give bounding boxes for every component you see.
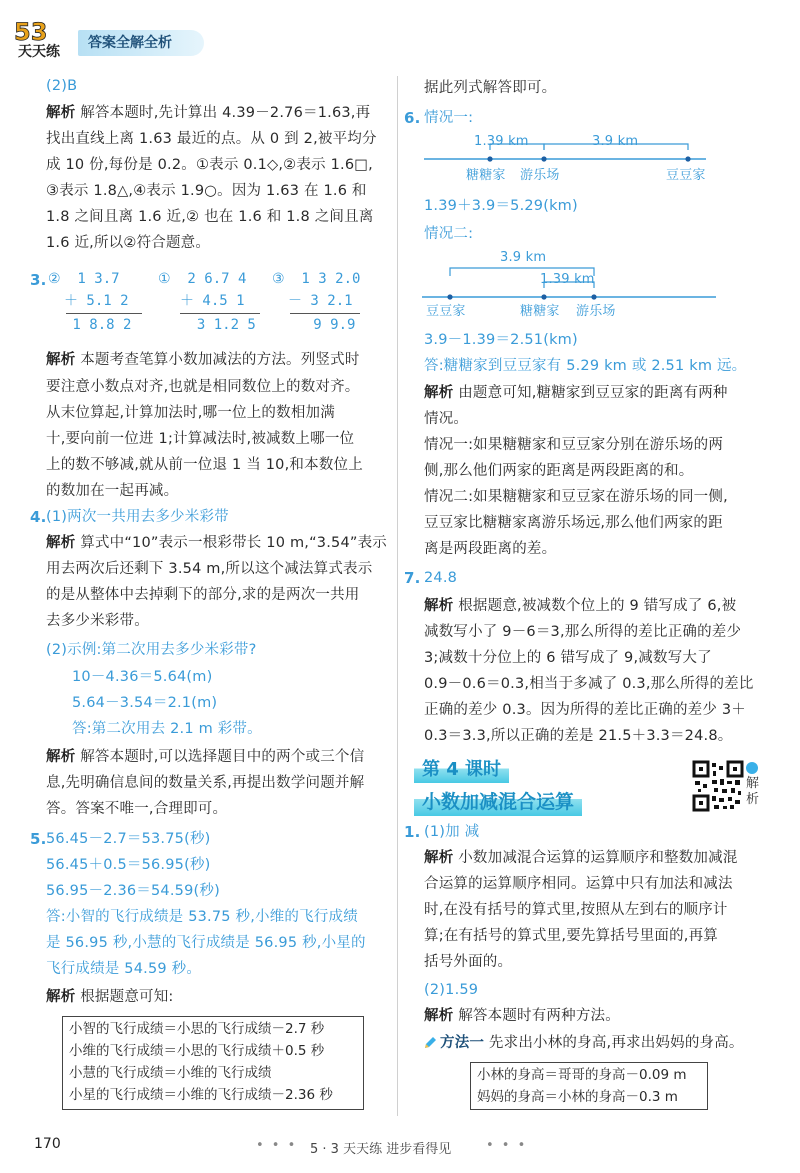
segment-label: 3.9 km (500, 250, 547, 265)
relation-line: 小林的身高＝哥哥的身高－0.09 m (477, 1067, 687, 1083)
q4-2-line: 10－4.36＝5.64(m) (72, 669, 213, 685)
vertical-calc-2-operand: ＋ 4.5 1 (180, 293, 245, 309)
header-title: 答案全解全析 (78, 30, 204, 56)
point-doudou (685, 156, 690, 161)
jiexi-label: 解析 (46, 105, 76, 121)
method-label: 方法一 (440, 1035, 485, 1051)
q4-explanation-line: 算式中“10”表示一根彩带长 10 m,“3.54”表示 (80, 535, 388, 551)
jiexi-label: 解析 (46, 352, 76, 368)
q2-explanation-line: 解答本题时,先计算出 4.39－2.76＝1.63,再 (80, 105, 371, 121)
q3-explanation-line: 要注意小数点对齐,也就是相同数位上的数对齐。 (46, 379, 360, 395)
relation-line: 小慧的飞行成绩＝小维的飞行成绩 (69, 1065, 272, 1081)
vertical-calc-2-result: 3 1.2 5 (180, 317, 256, 333)
q3-explanation-line: 上的数不够减,就从前一位退 1 当 10,和本数位上 (46, 457, 363, 473)
q4-explanation-line: 用去两次后还剩下 3.54 m,所以这个减法算式表示 (46, 561, 373, 577)
point-park (541, 156, 546, 161)
q7-answer: 24.8 (424, 570, 458, 586)
question-number: 5. (30, 830, 47, 848)
q2-explanation-line: 1.8 之间且离 1.6 近,② 也在 1.6 和 1.8 之间且离 (46, 209, 374, 225)
segment-label: 1.39 km (474, 134, 529, 149)
segment-label: 1.39 km (540, 272, 595, 287)
r1-explanation-line: 算;在有括号的算式里,要先算括号里面的,再算 (424, 928, 719, 944)
calc-rule (66, 313, 142, 314)
q4-2-answer: (2)示例:第二次用去多少米彩带? (46, 642, 257, 658)
r1-2-explanation: 解答本题时有两种方法。 (458, 1008, 620, 1024)
q6-explanation-line: 侧,那么他们两家的距离是两段距离的和。 (424, 463, 694, 479)
q5-line: 飞行成绩是 54.59 秒。 (46, 961, 202, 977)
vertical-calc-2: ① 2 6.7 4 (158, 271, 247, 287)
q4-explanation-line: 的是从整体中去掉剩下的部分,求的是两次一共用 (46, 587, 360, 603)
q6-answer: 答:糖糖家到豆豆家有 5.29 km 或 2.51 km 远。 (424, 358, 747, 374)
r1-explanation-line: 小数加减混合运算的运算顺序和整数加减混 (458, 850, 738, 866)
q4-2-line: 答:第二次用去 2.1 m 彩带。 (72, 721, 262, 737)
method-text: 先求出小林的身高,再求出妈妈的身高。 (488, 1035, 744, 1051)
play-icon[interactable] (746, 762, 758, 774)
place-label: 豆豆家 (426, 304, 466, 319)
q6-explanation-line: 由题意可知,糖糖家到豆豆家的距离有两种 (458, 385, 728, 401)
calc-rule (180, 313, 260, 314)
q3-explanation-line: 从末位算起,计算加法时,哪一位上的数相加满 (46, 405, 335, 421)
q5-line: 是 56.95 秒,小慧的飞行成绩是 56.95 秒,小星的 (46, 935, 366, 951)
question-number: 1. (404, 823, 421, 841)
q6-explanation-line: 情况二:如果糖糖家和豆豆家在游乐场的同一侧, (424, 489, 728, 505)
vertical-calc-3-operand: － 3 2.1 (288, 293, 353, 309)
jiexi-label: 解析 (424, 385, 454, 401)
q4-2-explanation-line: 解答本题时,可以选择题目中的两个或三个信 (80, 749, 365, 765)
r1-explanation-line: 括号外面的。 (424, 954, 513, 970)
q6-explanation-line: 豆豆家比糖糖家离游乐场远,那么他们两家的距 (424, 515, 723, 531)
lesson-number: 第 4 课时 (414, 757, 509, 783)
calc-rule (290, 313, 360, 314)
continued-text: 据此列式解答即可。 (424, 80, 557, 96)
q7-explanation-line: 0.9－0.6＝0.3,相当于多减了 0.3,那么所得的差比 (424, 676, 754, 692)
q4-2-line: 5.64－3.54＝2.1(m) (72, 695, 218, 711)
vertical-calc-1: ② 1 3.7 (48, 271, 120, 287)
r1-explanation-line: 时,在没有括号的算式里,按照从左到右的顺序计 (424, 902, 728, 918)
q3-explanation-line: 本题考查笔算小数加减法的方法。列竖式时 (80, 352, 360, 368)
q7-explanation-line: 正确的差少 0.3。因为所得的差比正确的差少 3＋ (424, 702, 747, 718)
vertical-calc-3-result: 9 9.9 (288, 317, 356, 333)
r1-explanation-line: 合运算的运算顺序相同。运算中只有加法和减法 (424, 876, 733, 892)
q7-explanation-line: 减数写小了 9－6＝3,那么所得的差比正确的差少 (424, 624, 742, 640)
place-label: 糖糖家 (520, 304, 560, 319)
q7-explanation-line: 根据题意,被减数个位上的 9 错写成了 6,被 (458, 598, 737, 614)
point-tangtang (541, 294, 546, 299)
relation-line: 小星的飞行成绩＝小维的飞行成绩－2.36 秒 (69, 1087, 333, 1103)
case-one-label: 情况一: (424, 110, 474, 126)
q6-explanation-line: 情况一:如果糖糖家和豆豆家分别在游乐场的两 (424, 437, 724, 453)
q6-explanation-line: 情况。 (424, 411, 469, 427)
question-number: 4. (30, 508, 47, 526)
place-label: 糖糖家 (466, 168, 506, 183)
footer-dots-left: • • • (256, 1138, 298, 1153)
page-number: 170 (34, 1136, 61, 1152)
jiexi-label: 解析 (424, 598, 454, 614)
relation-line: 妈妈的身高＝小林的身高－0.3 m (477, 1089, 678, 1105)
place-label: 豆豆家 (666, 168, 706, 183)
q2-explanation-line: ③表示 1.8△,④表示 1.9○。因为 1.63 在 1.6 和 (46, 183, 367, 199)
case-one-equation: 1.39＋3.9＝5.29(km) (424, 198, 578, 214)
case-two-equation: 3.9－1.39＝2.51(km) (424, 332, 578, 348)
q3-explanation-line: 的数加在一起再减。 (46, 483, 179, 499)
brand-logo (12, 14, 78, 58)
vertical-calc-1-result: 1 8.8 2 (64, 317, 132, 333)
q6-explanation-line: 离是两段距离的差。 (424, 541, 557, 557)
qr-code-icon[interactable] (692, 760, 744, 812)
q4-1-answer: (1)两次一共用去多少米彩带 (46, 509, 229, 525)
q4-2-explanation-line: 答。答案不唯一,合理即可。 (46, 801, 228, 817)
question-number: 7. (404, 569, 421, 587)
footer-dots-right: • • • (486, 1138, 528, 1153)
question-number: 6. (404, 109, 421, 127)
jiexi-label: 解析 (424, 850, 454, 866)
relation-line: 小智的飞行成绩＝小思的飞行成绩－2.7 秒 (69, 1021, 325, 1037)
r1-2-answer: (2)1.59 (424, 982, 479, 998)
point-park (591, 294, 596, 299)
q4-2-explanation-line: 息,先明确信息间的数量关系,再提出数学问题并解 (46, 775, 365, 791)
q2-answer: (2)B (46, 78, 78, 94)
q2-explanation-line: 1.6 近,所以②符合题意。 (46, 235, 211, 251)
footer-slogan: 5 · 3 天天练 进步看得见 (310, 1142, 452, 1157)
q3-explanation-line: 十,要向前一位进 1;计算减法时,被减数上哪一位 (46, 431, 355, 447)
svg-text:53: 53 (14, 18, 48, 46)
q5-line: 56.45－2.7＝53.75(秒) (46, 831, 211, 847)
jiexi-label: 解析 (46, 749, 76, 765)
jiexi-label: 解析 (424, 1008, 454, 1024)
lesson-title: 小数加减混合运算 (414, 788, 582, 816)
place-label: 游乐场 (520, 168, 560, 183)
q5-line: 56.45＋0.5＝56.95(秒) (46, 857, 211, 873)
q7-explanation-line: 0.3＝3.3,所以正确的差是 21.5＋3.3＝24.8。 (424, 728, 733, 744)
vertical-calc-1-operand: ＋ 5.1 2 (64, 293, 129, 309)
vertical-calc-3: ③ 1 3 2.0 (272, 271, 361, 287)
qr-label: 解析 (746, 776, 760, 807)
q5-explanation: 根据题意可知: (80, 989, 174, 1005)
point-doudou (447, 294, 452, 299)
q7-explanation-line: 3;减数十分位上的 6 错写成了 9,减数写大了 (424, 650, 712, 666)
r1-1-answer: (1)加 减 (424, 824, 480, 840)
jiexi-label: 解析 (46, 989, 76, 1005)
point-tangtang (487, 156, 492, 161)
q4-explanation-line: 去多少米彩带。 (46, 613, 149, 629)
q5-relation-box (62, 1016, 364, 1110)
pencil-icon (423, 1036, 437, 1050)
q2-explanation-line: 成 10 份,每份是 0.2。①表示 0.1◇,②表示 1.6□, (46, 157, 373, 173)
segment-label: 3.9 km (592, 134, 639, 149)
column-divider (397, 76, 398, 1116)
question-number: 3. (30, 271, 47, 289)
method-relation-box (470, 1062, 708, 1110)
jiexi-label: 解析 (46, 535, 76, 551)
q5-line: 56.95－2.36＝54.59(秒) (46, 883, 220, 899)
case-two-label: 情况二: (424, 226, 474, 242)
svg-text:天天练: 天天练 (18, 44, 60, 58)
q5-line: 答:小智的飞行成绩是 53.75 秒,小维的飞行成绩 (46, 909, 358, 925)
place-label: 游乐场 (576, 304, 616, 319)
relation-line: 小维的飞行成绩＝小思的飞行成绩＋0.5 秒 (69, 1043, 325, 1059)
q2-explanation-line: 找出直线上离 1.63 最近的点。从 0 到 2,被平均分 (46, 131, 377, 147)
